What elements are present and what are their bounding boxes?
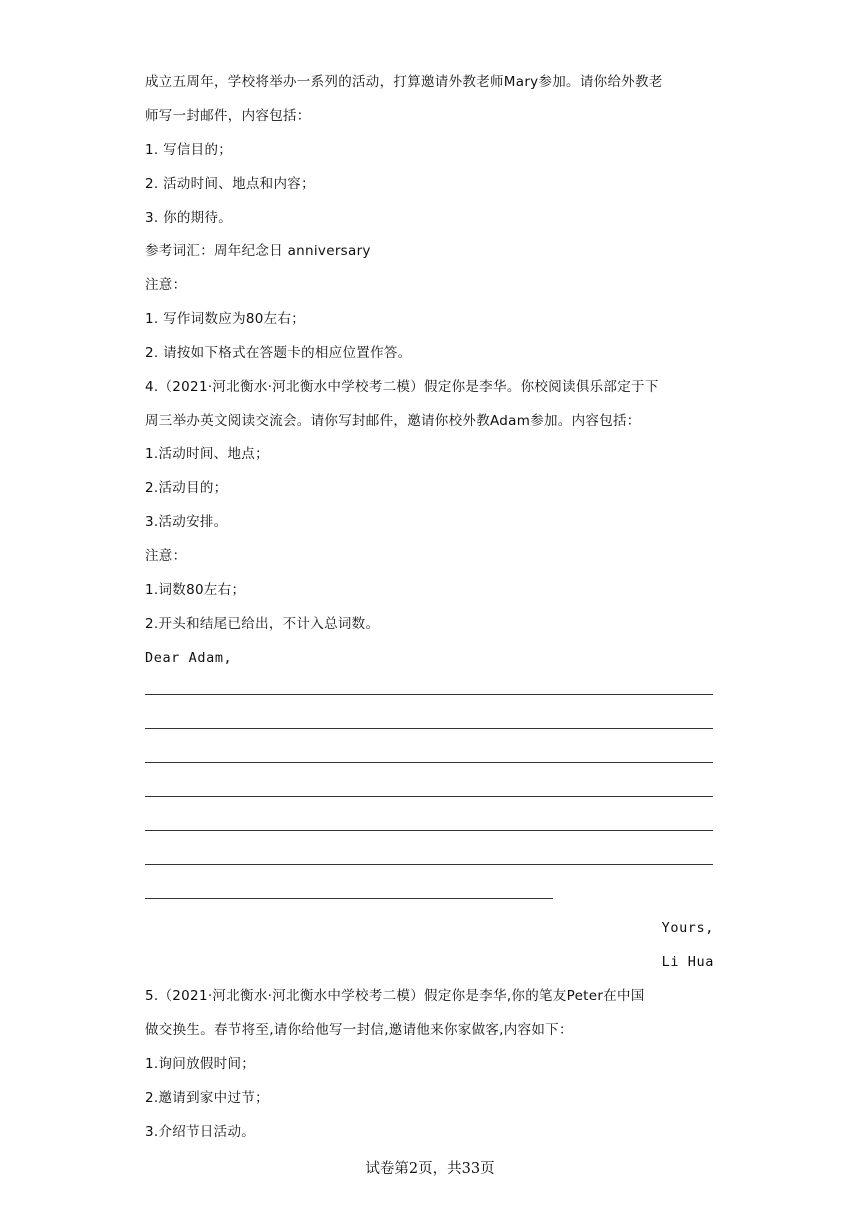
answer-line[interactable] bbox=[145, 694, 713, 695]
page-footer: 试卷第2页，共33页 bbox=[365, 1161, 495, 1177]
text-line: 1. 写信目的； bbox=[145, 142, 233, 158]
text-line: 1.询问放假时间； bbox=[145, 1056, 256, 1072]
text-line: 2. 活动时间、地点和内容； bbox=[145, 176, 315, 192]
question-4-stem: 4.（2021·河北衡水·河北衡水中学校考二模）假定你是李华。你校阅读俱乐部定于下 bbox=[145, 379, 659, 395]
text-line: 1.活动时间、地点； bbox=[145, 446, 269, 462]
question-5-stem: 做交换生。春节将至,请你给他写一封信,邀请他来你家做客,内容如下： bbox=[145, 1022, 573, 1038]
answer-line[interactable] bbox=[145, 796, 713, 797]
note-heading: 注意： bbox=[145, 277, 187, 293]
reference-vocab: 参考词汇：周年纪念日 anniversary bbox=[145, 243, 371, 259]
text-line: 3.活动安排。 bbox=[145, 514, 228, 530]
text-line: 2. 请按如下格式在答题卡的相应位置作答。 bbox=[145, 345, 412, 361]
note-heading: 注意： bbox=[145, 548, 187, 564]
question-4-stem: 周三举办英文阅读交流会。请你写封邮件，邀请你校外教Adam参加。内容包括： bbox=[145, 413, 641, 429]
text-line: 1. 写作词数应为80左右； bbox=[145, 311, 306, 327]
answer-line[interactable] bbox=[145, 864, 713, 865]
text-line: 1.词数80左右； bbox=[145, 582, 246, 598]
text-line: 2.邀请到家中过节； bbox=[145, 1090, 269, 1106]
answer-line[interactable] bbox=[145, 728, 713, 729]
question-5-stem: 5.（2021·河北衡水·河北衡水中学校考二模）假定你是李华,你的笔友Peter在中国 bbox=[145, 988, 645, 1004]
text-line: 2.开头和结尾已给出，不计入总词数。 bbox=[145, 616, 380, 632]
text-line: 3.介绍节日活动。 bbox=[145, 1124, 256, 1140]
letter-signature: Li Hua bbox=[661, 954, 714, 970]
answer-line[interactable] bbox=[145, 762, 713, 763]
text-line: 师写一封邮件，内容包括： bbox=[145, 108, 311, 124]
text-line: 2.活动目的； bbox=[145, 480, 228, 496]
answer-line[interactable] bbox=[145, 830, 713, 831]
letter-closing: Yours, bbox=[661, 920, 714, 936]
text-line: 成立五周年，学校将举办一系列的活动，打算邀请外教老师Mary参加。请你给外教老 bbox=[145, 74, 663, 90]
letter-salutation: Dear Adam, bbox=[145, 650, 233, 666]
answer-line[interactable] bbox=[145, 898, 553, 899]
text-line: 3. 你的期待。 bbox=[145, 210, 233, 226]
